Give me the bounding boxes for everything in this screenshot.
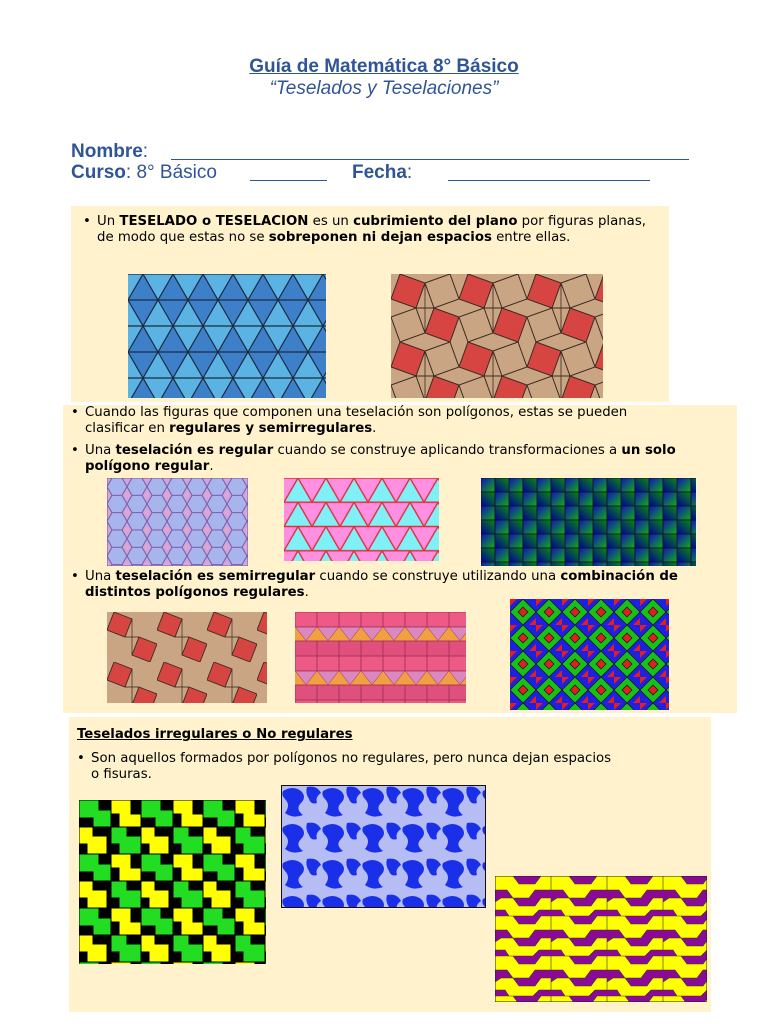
regular-bullet: • Una teselación es regular cuando se construye aplicando transformaciones a un solo polígono regular.: [71, 443, 676, 474]
elongated-triangular-tiling-image: [295, 612, 466, 703]
fecha-label: Fecha: [352, 162, 407, 183]
irregular-heading: Teselados irregulares o No regulares: [77, 727, 353, 742]
curso-field: Curso: 8° Básico: [71, 162, 217, 183]
irregular-green-yellow-image: [79, 800, 266, 964]
hexagon-tiling-image: [107, 478, 248, 566]
irregular-blue-lavender-image: [281, 785, 486, 908]
definition-panel: [71, 206, 669, 402]
curso-line[interactable]: [250, 180, 327, 181]
irregular-panel: [69, 717, 711, 1012]
regular-semiregular-panel: [63, 405, 737, 713]
nombre-field: Nombre:: [71, 141, 149, 162]
semiregular-bullet: • Una teselación es semirregular cuando se construye utilizando una combinación de distintos polígonos regulares.: [71, 569, 678, 600]
definition-bullet: • Un TESELADO o TESELACION es un cubrimiento del plano por figuras planas, de modo que estas no se sobreponen ni dejan espacios entre ellas.: [83, 214, 646, 245]
fecha-line[interactable]: [448, 180, 650, 181]
curso-label: Curso: [71, 162, 126, 183]
nombre-line[interactable]: [171, 159, 689, 160]
triangle-tiling-image: [284, 478, 439, 561]
irregular-bullet: • Son aquellos formados por polígonos no regulares, pero nunca dejan espacios o fisuras.: [77, 751, 612, 782]
page-subtitle: “Teselados y Teselaciones”: [269, 78, 499, 99]
square-tiling-image: [481, 478, 696, 566]
snub-square-tiling-image: [391, 274, 603, 398]
trihexagonal-tiling-image: [128, 274, 326, 398]
page-title: Guía de Matemática 8° Básico: [249, 56, 519, 77]
curso-value: 8° Básico: [136, 162, 217, 183]
classification-bullet: • Cuando las figuras que componen una teselación son polígonos, estas se pueden clasificar en regulares y semirregulares.: [71, 405, 628, 436]
nombre-label: Nombre: [71, 141, 143, 162]
irregular-yellow-purple-image: [495, 876, 707, 1002]
snub-square-small-image: [107, 612, 267, 703]
fecha-field: Fecha:: [352, 162, 413, 183]
colorful-semiregular-image: [510, 599, 669, 710]
